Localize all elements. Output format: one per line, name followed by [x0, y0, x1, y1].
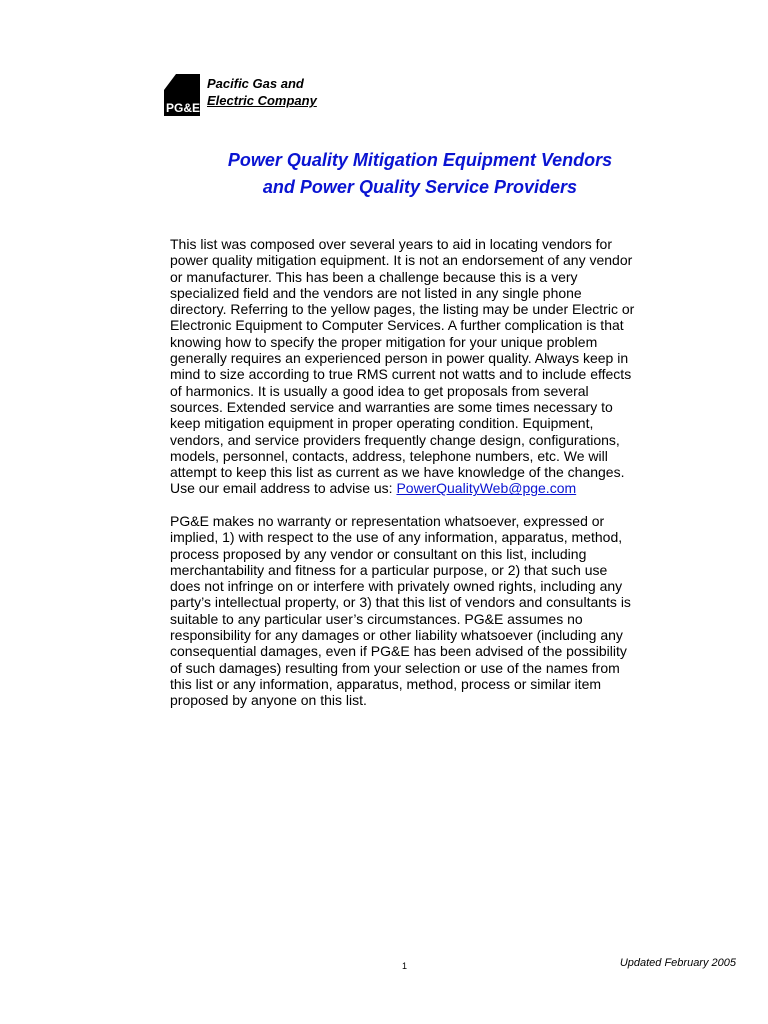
pge-logo-icon [164, 74, 200, 116]
intro-paragraph [170, 236, 640, 497]
title-line1: Power Quality Mitigation Equipment Vendors [227, 150, 613, 170]
email-link[interactable]: PowerQualityWeb@pge.com [396, 480, 577, 497]
pge-logo [164, 74, 200, 116]
company-name-line1: Pacific Gas and [207, 76, 304, 91]
document-title [150, 147, 690, 201]
logo-text: PG&E [166, 101, 200, 115]
company-name-line2: Electric Company [207, 93, 317, 108]
disclaimer-paragraph: PG&E makes no warranty or representation whatsoever, expressed or implied, 1) with respect to the use of any information, apparatus, method, process proposed by any vendor or consultant on this list, including merchantability and fitness for a particular purpose, or 2) that such use does not infringe on or interfere with privately owned rights, including any party’s intellectual property, or 3) that this list of vendors and consultants is suitable to any particular user’s circumstances. PG&E assumes no responsibility for any damages or other liability whatsoever (including any consequential damages, even if PG&E has been advised of the possibility of such damages) resulting from your selection or use of the names from this list or any information, apparatus, method, process or similar item proposed by anyone on this list. [170, 513, 631, 709]
title-line2: and Power Quality Service Providers [262, 177, 578, 197]
company-name [207, 75, 317, 109]
intro-text: This list was composed over several years to aid in locating vendors for power quality mitigation equipment. It is not an endorsement of any vendor or manufacturer. This has been a challenge because this is a very specialized field and the vendors are not listed in any single phone directory. Referring to the yellow pages, the listing may be under Electric or Electronic Equipment to Computer Services. A further complication is that knowing how to specify the proper mitigation for your unique problem generally requires an experienced person in power quality. Always keep in mind to size according to true RMS current not watts and to include effects of harmonics. It is usually a good idea to get proposals from several sources. Extended service and warranties are some times necessary to keep mitigation equipment in proper operating condition. Equipment, vendors, and service providers frequently change design, configurations, models, personnel, contacts, address, telephone numbers, etc. We will attempt to keep this list as current as we have knowledge of the changes. Use our email address to advise us: [170, 236, 635, 497]
updated-date: Updated February 2005 [619, 957, 736, 969]
page-number: 1 [402, 961, 408, 971]
